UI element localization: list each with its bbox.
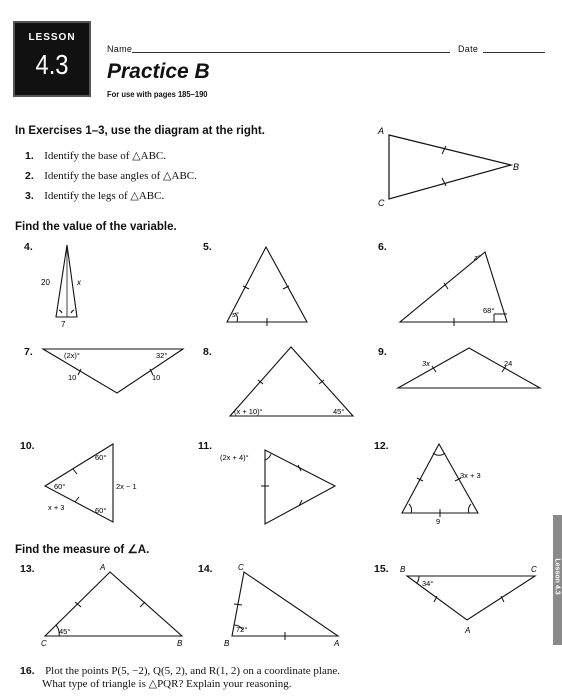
figure-14 <box>220 560 360 650</box>
question-number: 12. <box>374 440 389 452</box>
label: B <box>224 639 230 648</box>
question-text-line1: Plot the points P(5, −2), Q(5, 2), and R(1, 2) on a coordinate plane. <box>45 665 340 677</box>
figure-15 <box>395 560 545 640</box>
label: 2x − 1 <box>116 482 137 491</box>
label: A <box>100 563 106 572</box>
section3-heading: Find the measure of ∠A. <box>15 544 150 556</box>
label: 60° <box>95 506 107 515</box>
label: 60° <box>54 482 66 491</box>
figure-11 <box>215 438 345 533</box>
question-number: 3. <box>25 190 34 202</box>
label: 60° <box>95 453 107 462</box>
label: x <box>77 278 81 287</box>
label: 20 <box>41 278 50 287</box>
label: (2x + 4)° <box>220 453 249 462</box>
label: x + 3 <box>48 503 65 512</box>
question-number: 15. <box>374 563 389 575</box>
name-label: Name <box>107 44 133 54</box>
vertex-label-b: B <box>513 162 520 172</box>
label: C <box>41 639 47 648</box>
page-subtitle: For use with pages 185–190 <box>107 90 208 99</box>
label: 32° <box>156 351 168 360</box>
label: z° <box>474 253 481 262</box>
question-text-line2: What type of triangle is △PQR? Explain your reasoning. <box>42 678 292 690</box>
side-tab <box>553 515 562 645</box>
label: 45° <box>59 627 71 636</box>
label: s° <box>232 310 239 319</box>
label: 68° <box>483 306 495 315</box>
label: 24 <box>504 359 513 368</box>
label: C <box>238 563 244 572</box>
question-number: 6. <box>378 241 387 253</box>
label: 7 <box>61 320 66 329</box>
lesson-number: 4.3 <box>35 49 69 80</box>
figure-13 <box>37 560 197 650</box>
question-number: 2. <box>25 170 34 182</box>
label: A <box>465 626 471 635</box>
figure-7 <box>38 342 188 402</box>
figure-4 <box>30 240 100 335</box>
vertex-label-c: C <box>378 198 385 208</box>
label: 10 <box>68 373 77 382</box>
figure-10 <box>40 438 160 528</box>
lesson-word: LESSON <box>28 32 76 43</box>
figure-6 <box>390 240 520 335</box>
label: A <box>334 639 340 648</box>
question-text: Identify the base angles of △ABC. <box>44 170 197 182</box>
label: 45° <box>333 407 345 416</box>
side-tab-label: Lesson 4.3 <box>553 558 561 595</box>
label: 3x + 3 <box>460 471 481 480</box>
label: 9 <box>436 517 441 526</box>
question-number: 5. <box>203 241 212 253</box>
question-3 <box>25 186 164 204</box>
figure-8 <box>225 342 360 422</box>
triangle-abc-diagram <box>370 122 530 212</box>
figure-12 <box>395 438 505 530</box>
question-number: 9. <box>378 346 387 358</box>
question-number: 16. <box>20 665 35 677</box>
question-number: 4. <box>24 241 33 253</box>
question-number: 1. <box>25 150 34 162</box>
label: B <box>177 639 183 648</box>
label: 34° <box>422 579 434 588</box>
question-1 <box>25 146 166 164</box>
question-text: Identify the base of △ABC. <box>44 150 167 162</box>
question-2 <box>25 166 197 184</box>
label: (2x)° <box>64 351 80 360</box>
question-number: 14. <box>198 563 213 575</box>
label: C <box>531 565 537 574</box>
date-field-line <box>483 52 545 53</box>
name-field-line <box>132 52 450 53</box>
question-number: 10. <box>20 440 35 452</box>
question-number: 13. <box>20 563 35 575</box>
question-number: 11. <box>198 440 213 452</box>
label: 72° <box>236 625 248 634</box>
figure-9 <box>392 342 547 397</box>
label: 3x <box>422 359 430 368</box>
page-title: Practice B <box>107 60 210 83</box>
vertex-label-a: A <box>378 126 385 136</box>
figure-5 <box>215 240 325 335</box>
label: (x + 10)° <box>234 407 263 416</box>
section2-heading: Find the value of the variable. <box>15 221 177 233</box>
label: 10 <box>152 373 161 382</box>
question-number: 7. <box>24 346 33 358</box>
label: B <box>400 565 406 574</box>
question-text: Identify the legs of △ABC. <box>44 190 165 202</box>
lesson-badge <box>13 21 91 97</box>
question-number: 8. <box>203 346 212 358</box>
date-label: Date <box>458 44 479 54</box>
section1-heading: In Exercises 1–3, use the diagram at the right. <box>15 125 265 137</box>
